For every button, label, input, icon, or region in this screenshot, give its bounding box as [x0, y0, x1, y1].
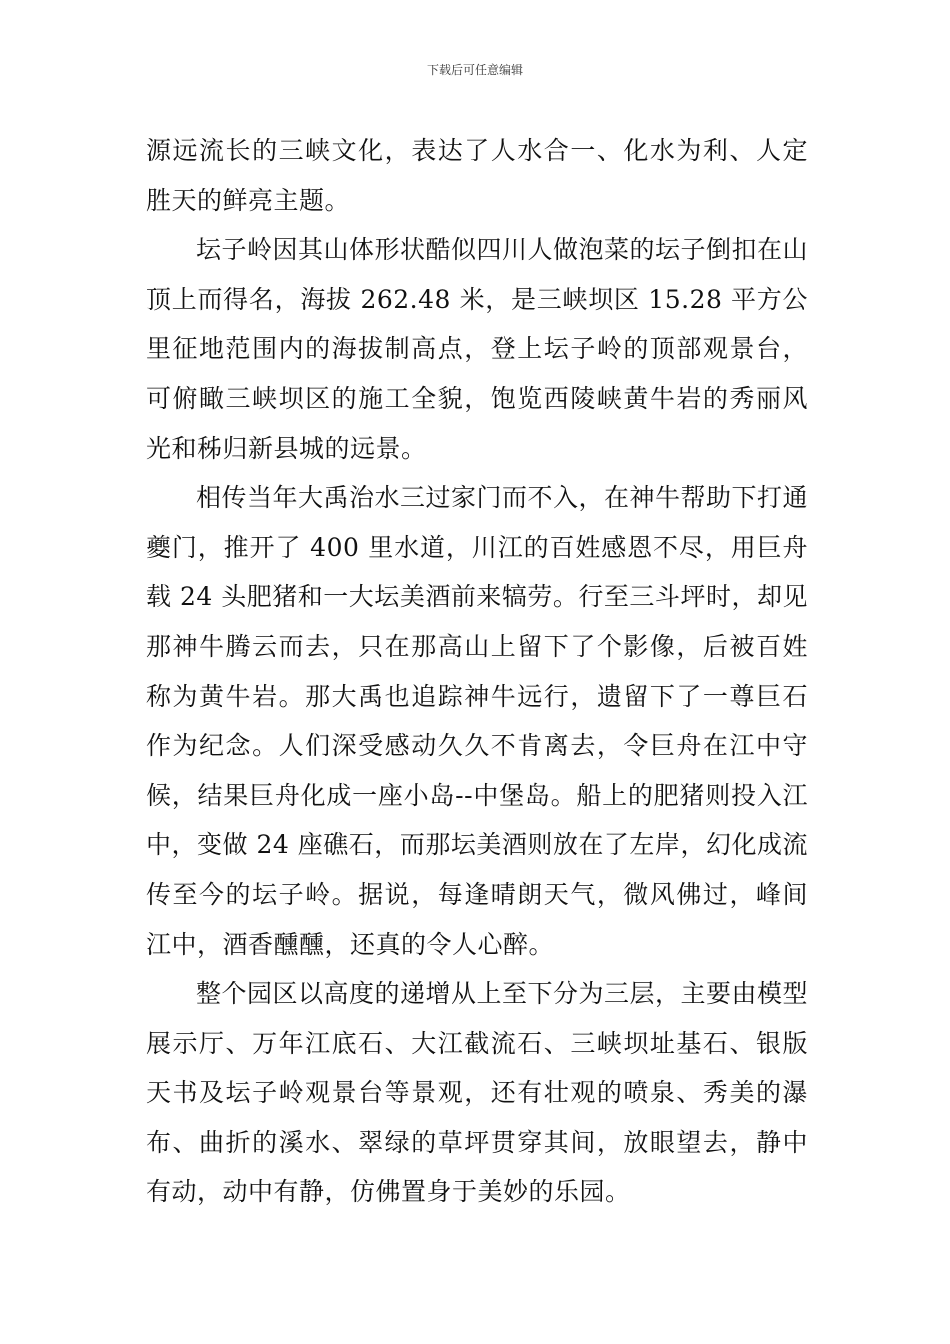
paragraph-park-layout: 整个园区以高度的递增从上至下分为三层，主要由模型展示厅、万年江底石、大江截流石、三峡坝址基石、银版天书及坛子岭观景台等景观，还有壮观的喷泉、秀美的瀑布、曲折的溪水、翠绿的草坪贯穿其间，放眼望去，静中有动，动中有静，仿佛置身于美妙的乐园。 [146, 979, 809, 1207]
paragraph-legend: 相传当年大禹治水三过家门而不入，在神牛帮助下打通夔门，推开了 400 里水道，川江的百姓感恩不尽，用巨舟载 24 头肥猪和一大坛美酒前来犒劳。行至三斗坪时，却见那神牛腾云而去，只在那高山上留下了个影像，后被百姓称为黄牛岩。那大禹也追踪神牛远行，遗留下了一尊巨石作为纪念。人们深受感动久久不肯离去，令巨舟在江中守候，结果巨舟化成一座小岛--中堡岛。船上的肥猪则投入江中，变做 24 座礁石，而那坛美酒则放在了左岸，幻化成流传至今的坛子岭。据说，每逢晴朗天气，微风佛过，峰间江中，酒香醺醺，还真的令人心醉。 [146, 483, 809, 959]
page-header: 下载后可任意编辑 [426, 63, 523, 77]
paragraph-continuation: 源远流长的三峡文化，表达了人水合一、化水为利、人定胜天的鲜亮主题。 [146, 136, 808, 215]
paragraph-tanziling: 坛子岭因其山体形状酷似四川人做泡菜的坛子倒扣在山顶上而得名，海拔 262.48 米，是三峡坝区 15.28 平方公里征地范围内的海拔制高点，登上坛子岭的顶部观景台，可俯瞰三峡坝区的施工全貌，饱览西陵峡黄牛岩的秀丽风光和秭归新县城的远景。 [146, 235, 809, 463]
document-body [146, 126, 808, 1217]
